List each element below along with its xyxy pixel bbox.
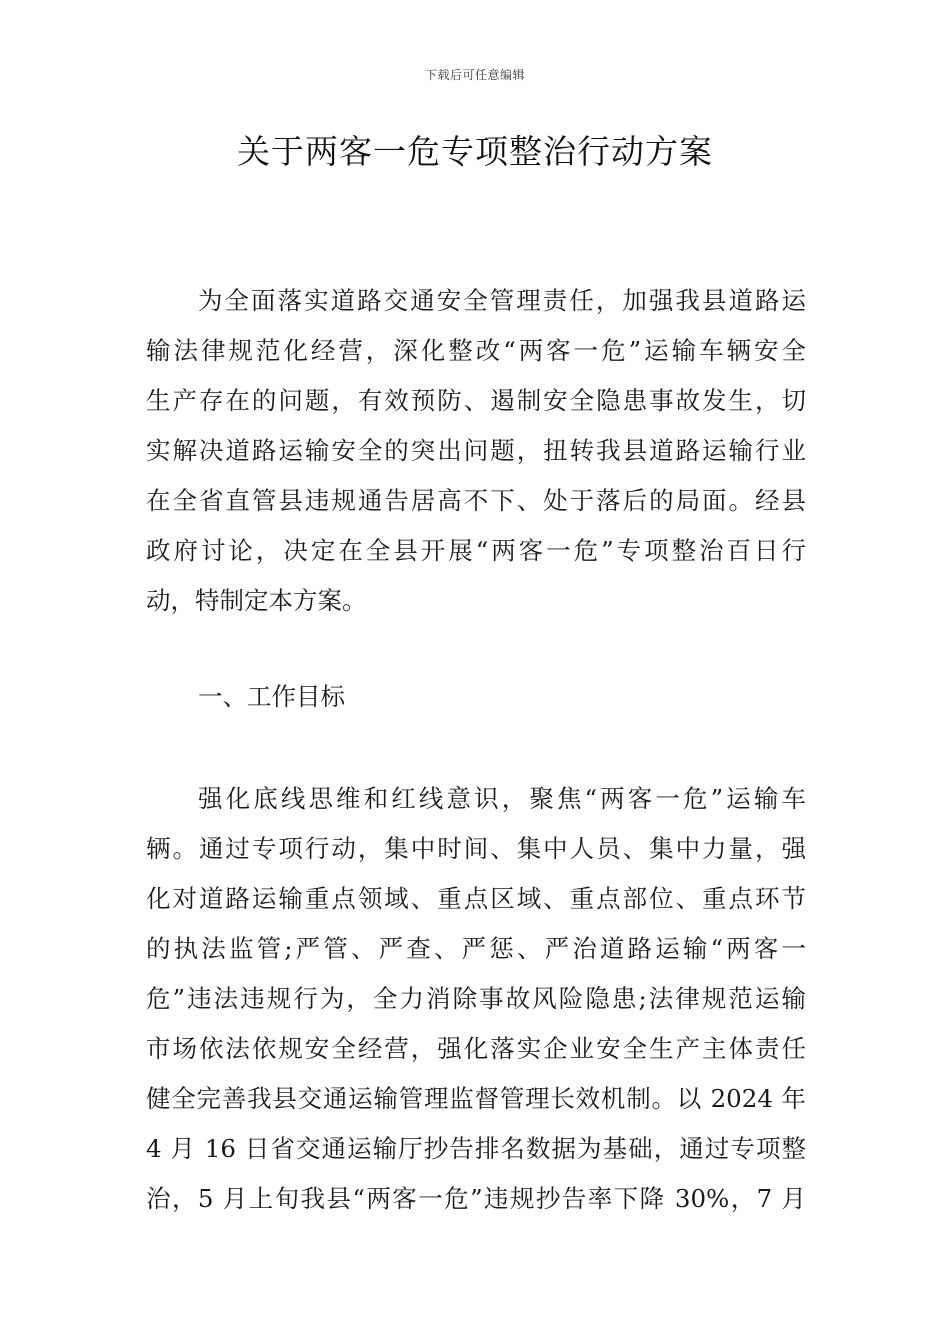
text-line: 输法律规范化经营，深化整改“两客一危”运输车辆安全 [146, 336, 806, 365]
section-paragraph [146, 774, 806, 1224]
text-line: 健全完善我县交通运输管理监督管理长效机制。以 2024 年 [146, 1084, 806, 1113]
text-line: 政府讨论，决定在全县开展“两客一危”专项整治百日行 [146, 536, 806, 565]
section-heading-text: 一、工作目标 [198, 682, 345, 711]
text-line: 动，特制定本方案。 [146, 586, 367, 615]
section-heading [146, 672, 806, 722]
text-line: 市场依法依规安全经营，强化落实企业安全生产主体责任 [146, 1034, 806, 1063]
text-line: 危”违法违规行为，全力消除事故风险隐患;法律规范运输 [146, 984, 806, 1013]
text-line: 为全面落实道路交通安全管理责任，加强我县道路运 [198, 286, 806, 315]
text-line: 强化底线思维和红线意识，聚焦“两客一危”运输车 [198, 784, 806, 813]
text-line: 化对道路运输重点领域、重点区域、重点部位、重点环节 [146, 884, 806, 913]
text-line: 在全省直管县违规通告居高不下、处于落后的局面。经县 [146, 486, 806, 515]
text-line: 实解决道路运输安全的突出问题，扭转我县道路运输行业 [146, 436, 806, 465]
text-line: 的执法监管;严管、严查、严惩、严治道路运输“两客一 [146, 934, 806, 963]
intro-paragraph [146, 276, 806, 626]
text-line: 生产存在的问题，有效预防、遏制安全隐患事故发生，切 [146, 386, 806, 415]
text-line: 辆。通过专项行动，集中时间、集中人员、集中力量，强 [146, 834, 806, 863]
text-line: 4 月 16 日省交通运输厅抄告排名数据为基础，通过专项整 [146, 1134, 806, 1163]
document-title: 关于两客一危专项整治行动方案 [237, 132, 713, 171]
text-line: 治，5 月上旬我县“两客一危”违规抄告率下降 30%，7 月 [146, 1184, 806, 1213]
header-note: 下载后可任意编辑 [424, 68, 525, 82]
